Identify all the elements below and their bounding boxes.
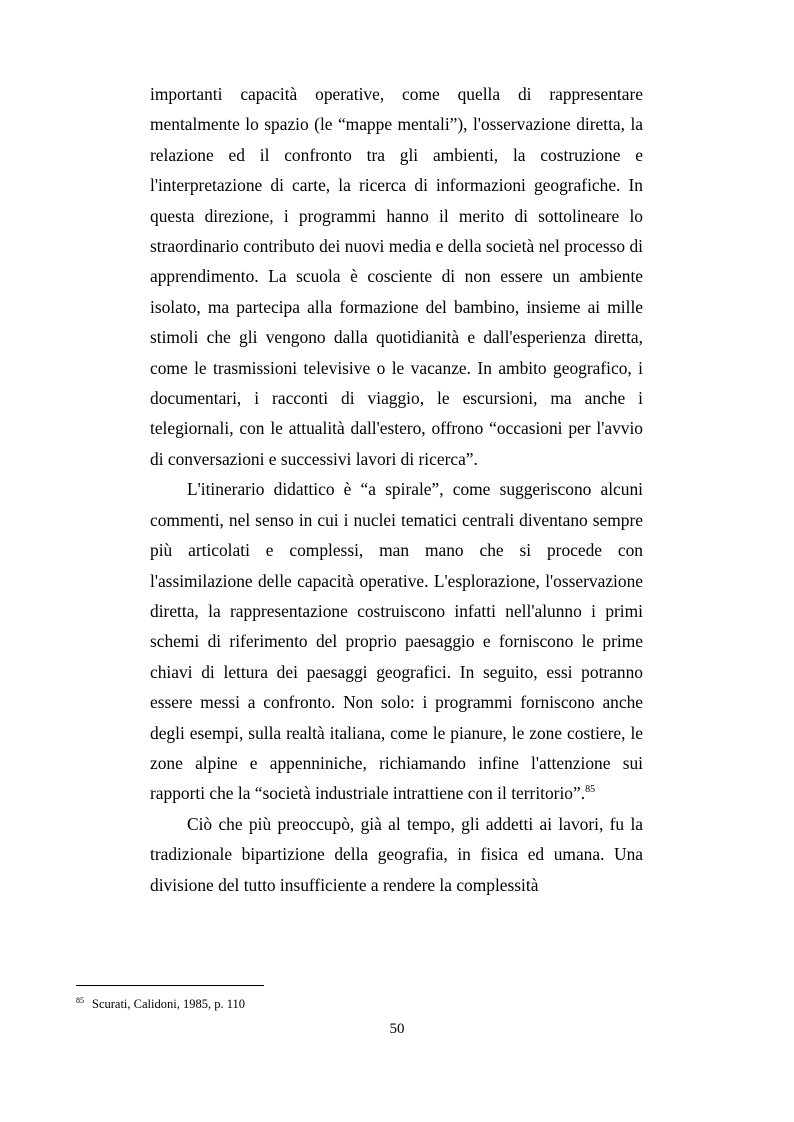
- footnote-reference: 85: [585, 784, 596, 796]
- footnote-text: Scurati, Calidoni, 1985, p. 110: [92, 997, 245, 1011]
- body-text: [150, 79, 643, 900]
- paragraph-2: [150, 474, 643, 808]
- footnote: [76, 996, 245, 1012]
- footnote-separator: [76, 985, 264, 986]
- page-number: 50: [389, 1021, 405, 1037]
- paragraph-1: [150, 79, 643, 474]
- paragraph-3: [150, 809, 643, 900]
- paragraph-2-text: L'itinerario didattico è “a spirale”, come suggeriscono alcuni commenti, nel senso in cui i nuclei tematici centrali diventano sempre più articolati e complessi, man mano che si procede con l'assimilazione delle capacità operative. L'esplorazione, l'osservazione diretta, la rappresentazione costruiscono infatti nell'alunno i primi schemi di riferimento del proprio paesaggio e forniscono le prime chiavi di lettura dei paesaggi geografici. In seguito, essi potranno essere messi a confronto. Non solo: i programmi forniscono anche degli esempi, sulla realtà italiana, come le pianure, le zone costiere, le zone alpine e appenniniche, richiamando infine l'attenzione sui rapporti che la “società industriale intrattiene con il territorio”.: [150, 479, 643, 804]
- footnote-number: 85: [76, 996, 84, 1005]
- paragraph-3-text: Ciò che più preoccupò, già al tempo, gli addetti ai lavori, fu la tradizionale bipartizione della geografia, in fisica ed umana. Una divisione del tutto insufficiente a rendere la complessità: [150, 813, 643, 895]
- paragraph-1-text: importanti capacità operative, come quella di rappresentare mentalmente lo spazio (le “mappe mentali”), l'osservazione diretta, la relazione ed il confronto tra gli ambienti, la costruzione e l'interpretazione di carte, la ricerca di informazioni geografiche. In questa direzione, i programmi hanno il merito di sottolineare lo straordinario contributo dei nuovi media e della società nel processo di apprendimento. La scuola è cosciente di non essere un ambiente isolato, ma partecipa alla formazione del bambino, insieme ai mille stimoli che gli vengono dalla quotidianità e dall'esperienza diretta, come le trasmissioni televisive o le vacanze. In ambito geografico, i documentari, i racconti di viaggio, le escursioni, ma anche i telegiornali, con le attualità dall'estero, offrono “occasioni per l'avvio di conversazioni e successivi lavori di ricerca”.: [150, 84, 643, 469]
